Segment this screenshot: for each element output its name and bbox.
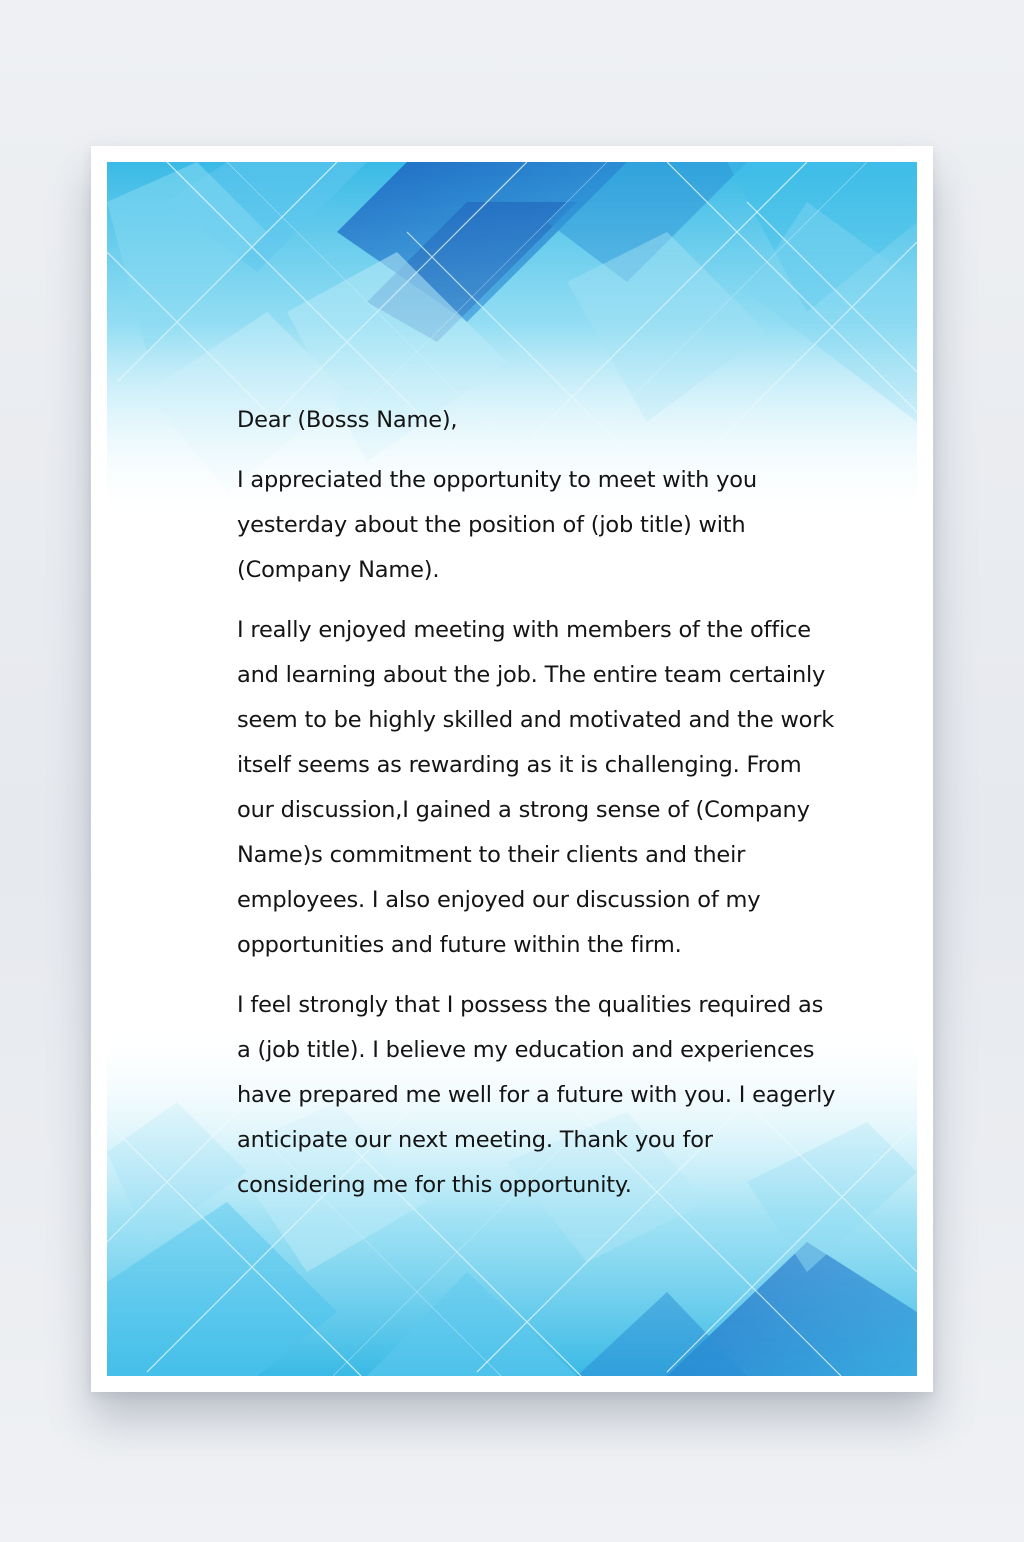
letter-body (237, 398, 837, 1223)
letter-paragraph-2: I really enjoyed meeting with members of the office and learning about the job. The entire team certainly seem to be highly skilled and motivated and the work itself seems as rewarding as it is challenging. From our discussion,I gained a strong sense of (Company Name)s commitment to their clients and their employees. I also enjoyed our discussion of my opportunities and future within the firm. (237, 617, 835, 958)
letter-paper (107, 162, 917, 1376)
letter-greeting: Dear (Bosss Name), (237, 407, 458, 433)
letter-paragraph-1: I appreciated the opportunity to meet with you yesterday about the position of (job title) with (Company Name). (237, 467, 757, 583)
letter-paragraph-3: I feel strongly that I possess the qualities required as a (job title). I believe my education and experiences have prepared me well for a future with you. I eagerly anticipate our next meeting. Thank you for considering me for this opportunity. (237, 992, 836, 1198)
letter-frame (91, 146, 933, 1392)
